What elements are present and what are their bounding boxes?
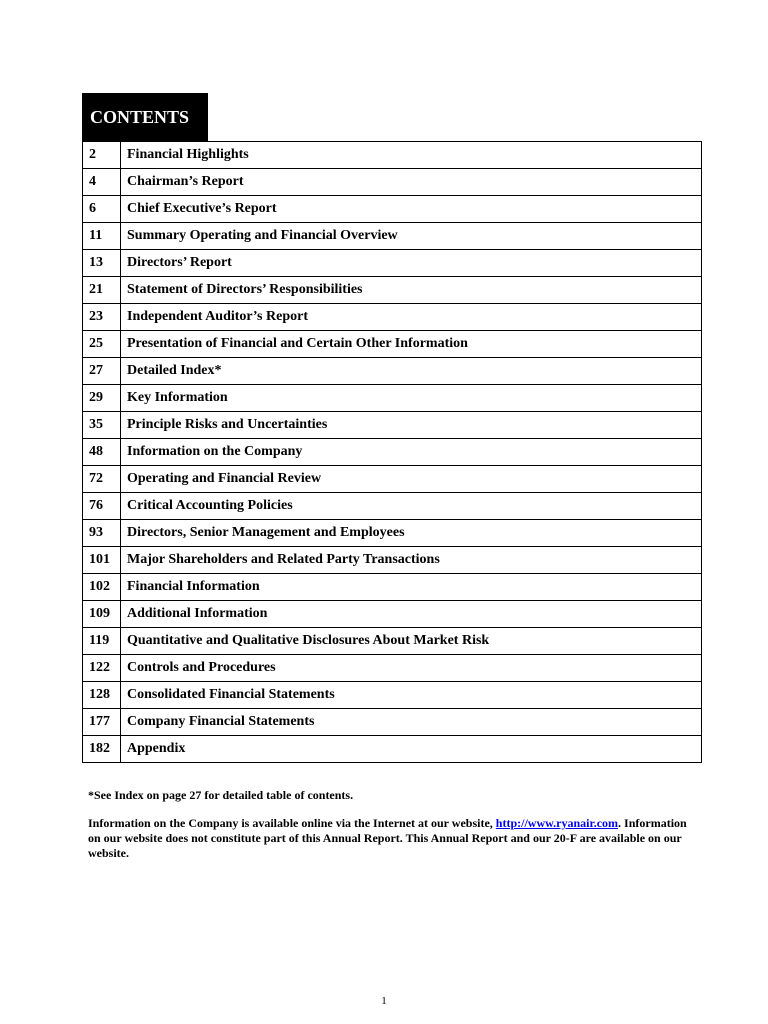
toc-row[interactable] <box>83 142 702 169</box>
toc-row[interactable] <box>83 655 702 682</box>
toc-page-number: 4 <box>83 169 121 196</box>
toc-entry-title: Chairman’s Report <box>121 169 702 196</box>
toc-row[interactable] <box>83 574 702 601</box>
toc-row[interactable] <box>83 304 702 331</box>
toc-entry-title: Directors, Senior Management and Employees <box>121 520 702 547</box>
toc-entry-title: Information on the Company <box>121 439 702 466</box>
toc-entry-title: Chief Executive’s Report <box>121 196 702 223</box>
toc-page-number: 93 <box>83 520 121 547</box>
toc-page-number: 27 <box>83 358 121 385</box>
info-text-after: . Information on our website does not constitute part of this Annual Report. This Annual Report and our 20-F are available on our website. <box>88 816 687 860</box>
toc-entry-title: Critical Accounting Policies <box>121 493 702 520</box>
info-text-before: Information on the Company is available online via the Internet at our website, <box>88 816 496 830</box>
toc-row[interactable] <box>83 520 702 547</box>
toc-page-number: 177 <box>83 709 121 736</box>
toc-row[interactable] <box>83 358 702 385</box>
toc-entry-title: Operating and Financial Review <box>121 466 702 493</box>
toc-row[interactable] <box>83 196 702 223</box>
toc-entry-title: Major Shareholders and Related Party Transactions <box>121 547 702 574</box>
toc-page-number: 102 <box>83 574 121 601</box>
toc-row[interactable] <box>83 493 702 520</box>
toc-row[interactable] <box>83 331 702 358</box>
toc-table <box>82 141 702 763</box>
toc-row[interactable] <box>83 277 702 304</box>
toc-entry-title: Financial Highlights <box>121 142 702 169</box>
toc-entry-title: Independent Auditor’s Report <box>121 304 702 331</box>
toc-page-number: 13 <box>83 250 121 277</box>
toc-page-number: 101 <box>83 547 121 574</box>
toc-entry-title: Additional Information <box>121 601 702 628</box>
toc-row[interactable] <box>83 169 702 196</box>
toc-page-number: 21 <box>83 277 121 304</box>
toc-page-number: 72 <box>83 466 121 493</box>
website-info <box>88 816 688 861</box>
toc-page-number: 25 <box>83 331 121 358</box>
toc-page-number: 11 <box>83 223 121 250</box>
toc-entry-title: Statement of Directors’ Responsibilities <box>121 277 702 304</box>
toc-entry-title: Quantitative and Qualitative Disclosures About Market Risk <box>121 628 702 655</box>
toc-page-number: 2 <box>83 142 121 169</box>
toc-row[interactable] <box>83 439 702 466</box>
toc-page-number: 29 <box>83 385 121 412</box>
toc-page-number: 122 <box>83 655 121 682</box>
toc-entry-title: Detailed Index* <box>121 358 702 385</box>
toc-page-number: 76 <box>83 493 121 520</box>
toc-entry-title: Consolidated Financial Statements <box>121 682 702 709</box>
toc-row[interactable] <box>83 466 702 493</box>
toc-row[interactable] <box>83 682 702 709</box>
toc-entry-title: Controls and Procedures <box>121 655 702 682</box>
toc-entry-title: Summary Operating and Financial Overview <box>121 223 702 250</box>
toc-page-number: 35 <box>83 412 121 439</box>
toc-page-number: 182 <box>83 736 121 763</box>
footnote: *See Index on page 27 for detailed table of contents. <box>88 788 354 802</box>
toc-row[interactable] <box>83 223 702 250</box>
toc-entry-title: Presentation of Financial and Certain Other Information <box>121 331 702 358</box>
toc-page-number: 109 <box>83 601 121 628</box>
toc-entry-title: Company Financial Statements <box>121 709 702 736</box>
toc-entry-title: Appendix <box>121 736 702 763</box>
toc-row[interactable] <box>83 628 702 655</box>
toc-row[interactable] <box>83 385 702 412</box>
toc-row[interactable] <box>83 250 702 277</box>
toc-entry-title: Directors’ Report <box>121 250 702 277</box>
toc-page-number: 48 <box>83 439 121 466</box>
toc-row[interactable] <box>83 547 702 574</box>
toc-page-number: 128 <box>83 682 121 709</box>
toc-row[interactable] <box>83 709 702 736</box>
toc-row[interactable] <box>83 412 702 439</box>
page-number: 1 <box>381 995 387 1007</box>
toc-row[interactable] <box>83 601 702 628</box>
website-link[interactable]: http://www.ryanair.com <box>495 816 619 830</box>
toc-page-number: 6 <box>83 196 121 223</box>
contents-heading: CONTENTS <box>82 93 208 141</box>
toc-page-number: 23 <box>83 304 121 331</box>
toc-page-number: 119 <box>83 628 121 655</box>
toc-row[interactable] <box>83 736 702 763</box>
toc-entry-title: Key Information <box>121 385 702 412</box>
toc-entry-title: Financial Information <box>121 574 702 601</box>
toc-entry-title: Principle Risks and Uncertainties <box>121 412 702 439</box>
